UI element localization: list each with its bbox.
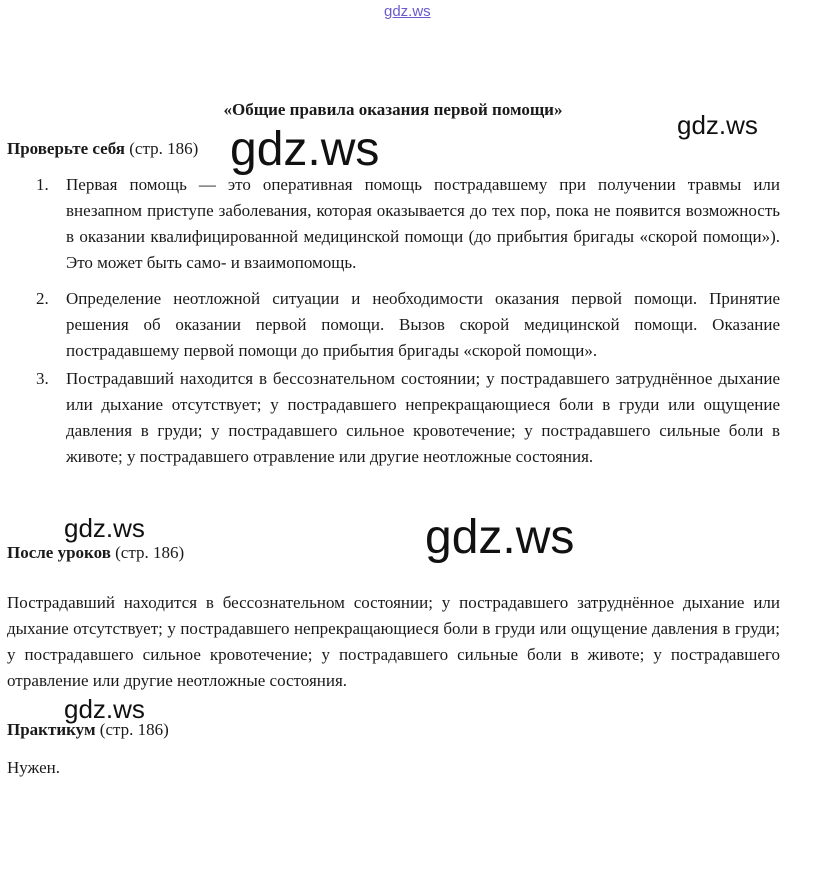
section-label: После уроков bbox=[7, 543, 111, 562]
list-item bbox=[36, 286, 780, 364]
after-lessons-answer: Пострадавший находится в бессознательном состоянии; у пострадавшего затруднённое дыхание или дыхание отсутствует; у пострадавшего непрекращающиеся боли в груди или ощущение давления в груди; у пострадавшего сильное кровотечение; у пострадавшего сильные боли в животе; у пострадавшего отравление или другие неотложные состояния. bbox=[7, 593, 780, 690]
item-text: Первая помощь — это оперативная помощь пострадавшему при получении травмы или внезапном приступе заболевания, которая оказывается до тех пор, пока не появится возможность в оказании квалифицированной медицинской помощи (до прибытия бригады «скорой помощи»). Это может быть само- и взаимопомощь. bbox=[66, 175, 780, 272]
item-number: 3. bbox=[36, 369, 49, 388]
watermark: gdz.ws bbox=[64, 694, 145, 724]
list-item bbox=[36, 366, 780, 470]
watermark: gdz.ws bbox=[230, 123, 380, 176]
watermark: gdz.ws bbox=[64, 513, 145, 543]
item-number: 1. bbox=[36, 175, 49, 194]
item-text: Определение неотложной ситуации и необходимости оказания первой помощи. Принятие решения об оказании первой помощи. Вызов скорой медицинской помощи. Оказание пострадавшему первой помощи до прибытия бригады «скорой помощи». bbox=[66, 289, 780, 360]
practicum-answer: Нужен. bbox=[7, 758, 60, 777]
watermark: gdz.ws bbox=[425, 511, 575, 564]
section-heading-check-yourself bbox=[7, 137, 198, 161]
item-text: Пострадавший находится в бессознательном состоянии; у пострадавшего затруднённое дыхание или дыхание отсутствует; у пострадавшего непрекращающиеся боли в груди или ощущение давления в груди; у пострадавшего сильное кровотечение; у пострадавшего сильные боли в животе; у пострадавшего отравление или другие неотложные состояния. bbox=[66, 369, 780, 466]
page-reference: (стр. 186) bbox=[99, 720, 169, 739]
page-title: «Общие правила оказания первой помощи» bbox=[223, 100, 563, 119]
page-reference: (стр. 186) bbox=[115, 543, 185, 562]
answers-list bbox=[36, 172, 780, 470]
list-item bbox=[36, 172, 780, 276]
section-heading-after-lessons bbox=[7, 541, 184, 565]
section-label: Практикум bbox=[7, 720, 96, 739]
page-reference: (стр. 186) bbox=[129, 139, 199, 158]
item-number: 2. bbox=[36, 289, 49, 308]
section-label: Проверьте себя bbox=[7, 139, 125, 158]
site-link[interactable]: gdz.ws bbox=[384, 3, 431, 20]
watermark: gdz.ws bbox=[677, 110, 758, 140]
